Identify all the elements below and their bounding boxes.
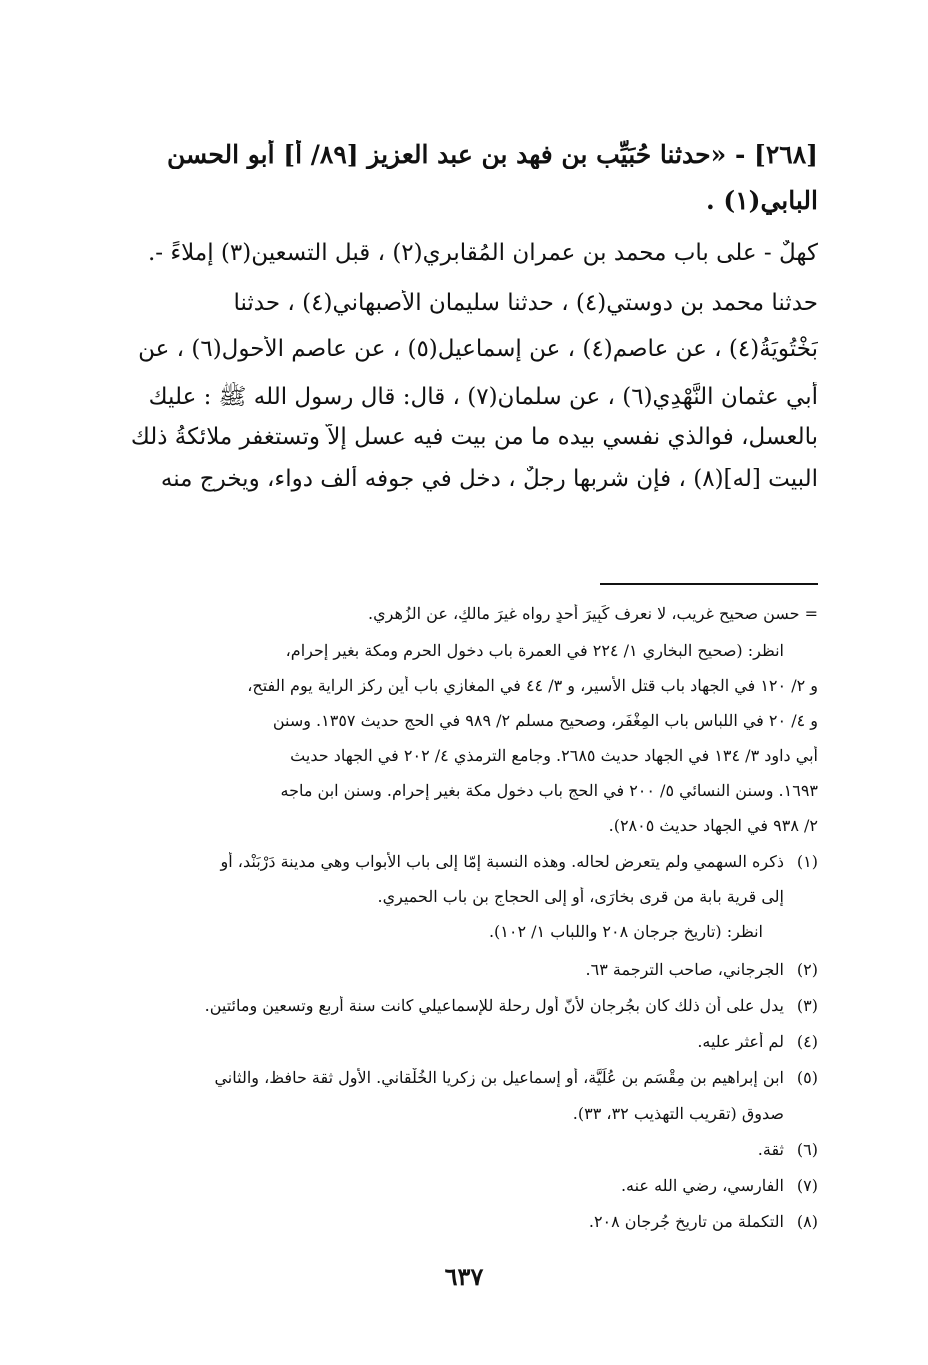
footnote-continuation-line-5: أبي داود ٣/ ١٣٤ في الجهاد حديث ٢٦٨٥. وجامع الترمذي ٤/ ٢٠٢ في الجهاد حديث xyxy=(290,746,818,765)
footnote-4-number: (٤) xyxy=(796,1032,818,1051)
footnote-5-line-2: صدوق (تقريب التهذيب ٣٢، ٣٣). xyxy=(572,1104,784,1123)
footnote-4 xyxy=(128,1032,818,1051)
entry-text-line-5: بَخْتُويَةُ(٤) ، عن عاصم(٤) ، عن إسماعيل(٥) ، عن عاصم الأحول(٦) ، عن xyxy=(138,336,818,362)
footnote-7-text: الفارسي، رضي الله عنه. xyxy=(620,1176,784,1195)
footnote-1 xyxy=(128,852,818,871)
footnote-2-text: الجرجاني، صاحب الترجمة ٦٣. xyxy=(585,960,784,979)
entry-text-line-8: البيت [له](٨) ، فإن شربها رجلٌ ، دخل في جوفه ألف دواء، ويخرج منه xyxy=(160,466,818,492)
entry-text-line-4: حدثنا محمد بن دوستي(٤) ، حدثنا سليمان الأصبهاني(٤) ، حدثنا xyxy=(233,290,818,316)
footnote-6 xyxy=(128,1140,818,1159)
footnote-6-text: ثقة. xyxy=(757,1140,784,1159)
footnote-continuation-line-1: = حسن صحيح غريب، لا نعرف كَبِيرَ أحدٍ رواه غيرَ مالكٍ، عن الزُهري. xyxy=(368,604,818,623)
entry-text-line-6: أبي عثمان النَّهْدِي(٦) ، عن سلمان(٧) ، قال: قال رسول الله ﷺ : عليك xyxy=(148,384,818,410)
footnote-3-text: يدل على أن ذلك كان بجُرجان لأنّ أول رحلة للإسماعيلي كانت سنة أربع وتسعين ومائتين. xyxy=(204,996,784,1015)
footnote-1-number: (١) xyxy=(796,852,818,871)
footnote-continuation-line-7: ٢/ ٩٣٨ في الجهاد حديث ٢٨٠٥). xyxy=(608,816,818,835)
footnote-2-number: (٢) xyxy=(796,960,818,979)
footnote-2 xyxy=(128,960,818,979)
page-number: ٦٣٧ xyxy=(444,1262,484,1291)
footnote-1-line-3: انظر: (تاريخ جرجان ٢٠٨ واللباب ١/ ١٠٢). xyxy=(488,922,763,941)
footnote-7-number: (٧) xyxy=(796,1176,818,1195)
footnote-6-number: (٦) xyxy=(796,1140,818,1159)
footnote-3 xyxy=(128,996,818,1015)
entry-heading-line-2: البابي(١) . xyxy=(705,186,818,215)
footnote-separator xyxy=(600,583,818,585)
footnote-8-number: (٨) xyxy=(796,1212,818,1231)
footnote-8-text: التكملة من تاريخ جُرجان ٢٠٨. xyxy=(588,1212,784,1231)
footnote-7 xyxy=(128,1176,818,1195)
footnote-continuation-line-2: انظر: (صحيح البخاري ١/ ٢٢٤ في العمرة باب دخول الحرم ومكة بغير إحرام، xyxy=(285,641,784,660)
footnote-continuation-line-3: و ٢/ ١٢٠ في الجهاد باب قتل الأسير، و ٣/ ٤٤ في المغازي باب أين ركز الراية يوم الفتح، xyxy=(247,676,818,695)
footnote-4-text: لم أعثر عليه. xyxy=(697,1032,784,1051)
footnote-5-number: (٥) xyxy=(796,1068,818,1087)
footnote-8 xyxy=(128,1212,818,1231)
entry-text-line-3: كهلٌ - على باب محمد بن عمران المُقابري(٢) ، قبل التسعين(٣) إملاءً -. xyxy=(147,240,818,266)
footnote-3-number: (٣) xyxy=(796,996,818,1015)
footnote-continuation-line-6: ١٦٩٣. وسنن النسائي ٥/ ٢٠٠ في الحج باب دخول مكة بغير إحرام. وسنن ابن ماجه xyxy=(280,781,818,800)
footnote-1-line-2: إلى قرية بابة من قرى بخارَى، أو إلى الحجاج بن باب الحميري. xyxy=(377,887,784,906)
footnote-1-line-1: ذكره السهمي ولم يتعرض لحاله. وهذه النسبة إمّا إلى باب الأبواب وهي مدينة دَرْبَنْد، أو xyxy=(220,852,784,871)
footnote-5-line-1: ابن إبراهيم بن مِقْسَم بن عُلَيَّة، أو إسماعيل بن زكريا الخُلْقاني. الأول ثقة حافظ، والثاني xyxy=(214,1068,784,1087)
entry-heading-line-1: [٢٦٨] - «حدثنا حُبَيِّب بن فهد بن عبد العزيز [٨٩/ أ] أبو الحسن xyxy=(167,140,818,169)
footnote-continuation-line-4: و ٤/ ٢٠ في اللباس باب المِغْفَر، وصحيح مسلم ٢/ ٩٨٩ في الحج حديث ١٣٥٧. وسنن xyxy=(272,711,818,730)
footnote-5 xyxy=(128,1068,818,1087)
entry-text-line-7: بالعسل، فوالذي نفسي بيده ما من بيت فيه عسل إلاّ وتستغفر ملائكةُ ذلك xyxy=(130,424,818,450)
